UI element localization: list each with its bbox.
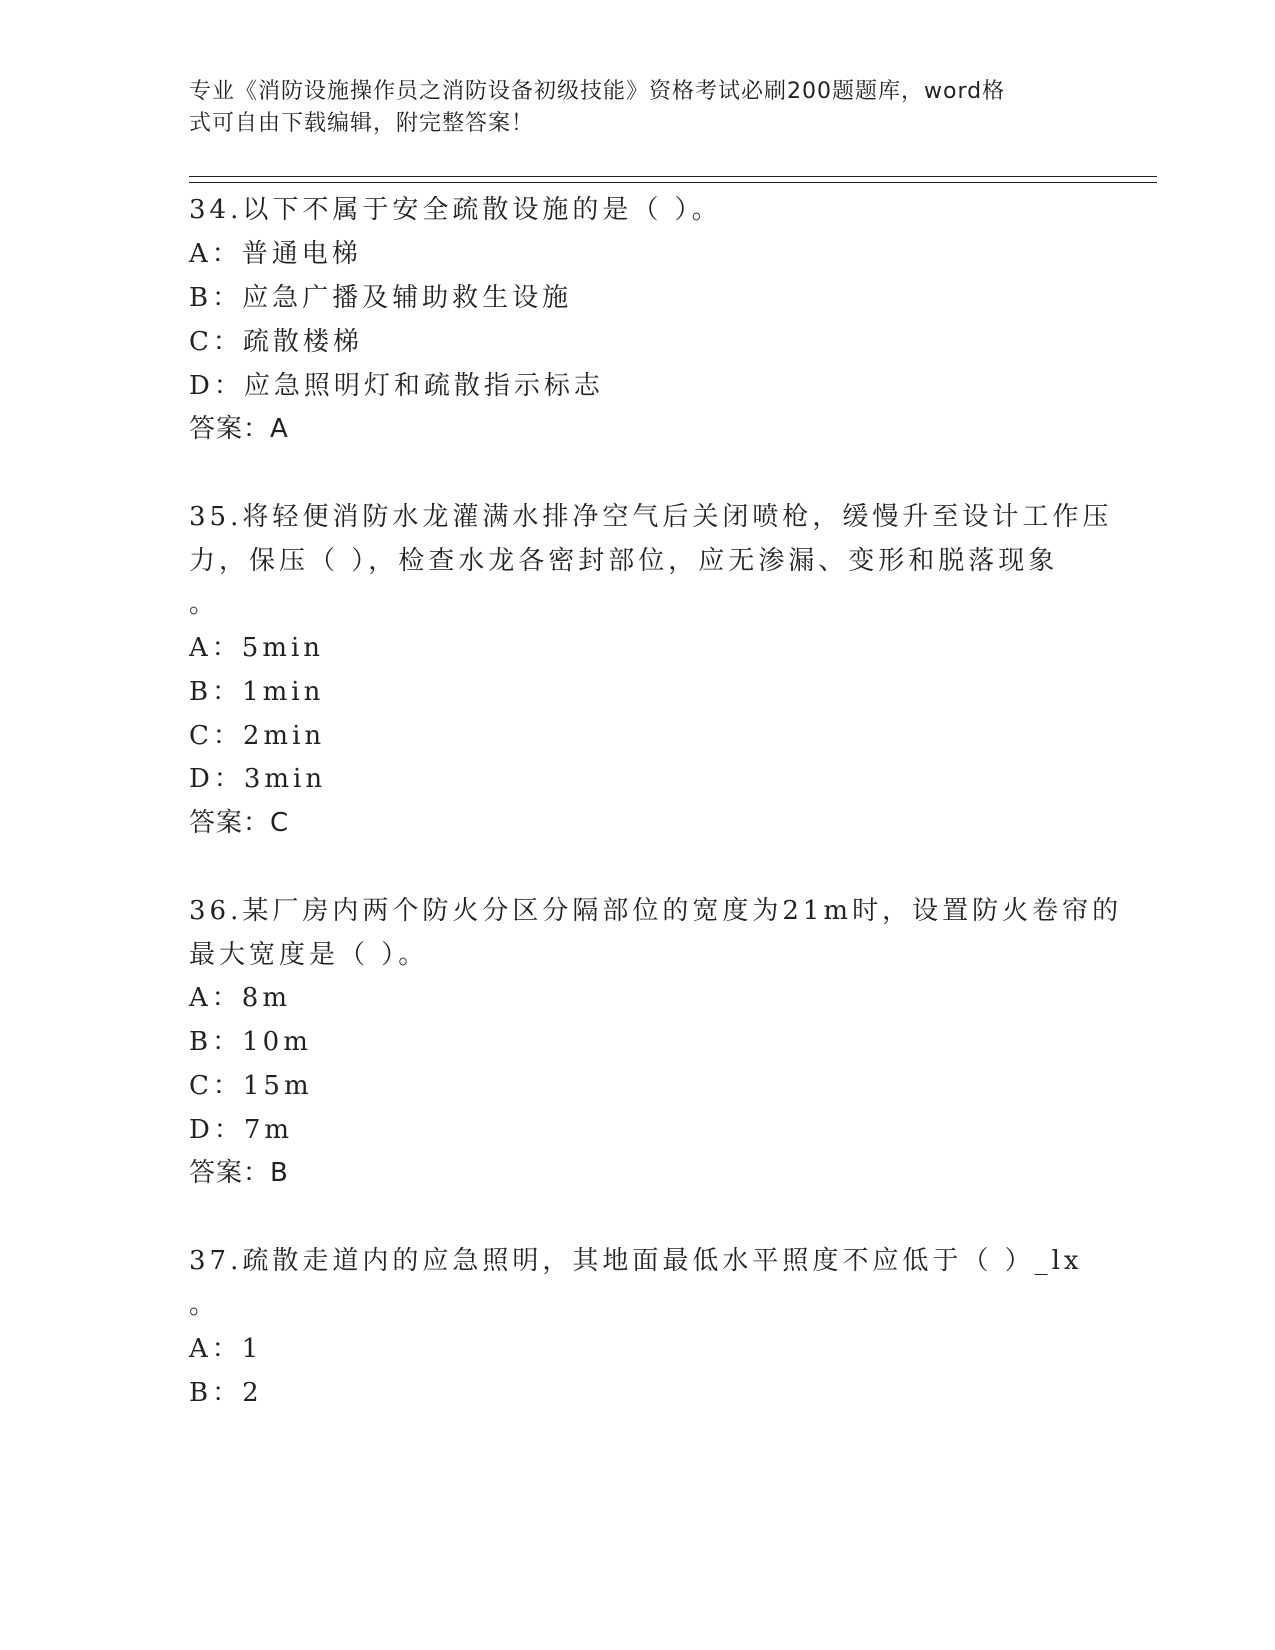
question-36-answer: 答案：B — [189, 1158, 289, 1188]
question-36-stem-line-2: 最大宽度是（ ）。 — [189, 940, 429, 970]
question-36-stem-line-1: 36.某厂房内两个防火分区分隔部位的宽度为21m时，设置防火卷帘的 — [189, 896, 1123, 926]
question-35-stem-line-1: 35.将轻便消防水龙灌满水排净空气后关闭喷枪，缓慢升至设计工作压 — [189, 502, 1113, 532]
question-34-stem: 34.以下不属于安全疏散设施的是（ ）。 — [189, 195, 722, 225]
question-34-answer: 答案：A — [189, 414, 289, 444]
question-35-answer: 答案：C — [189, 808, 290, 838]
question-36-option-a: A：8m — [189, 983, 291, 1013]
document-header — [189, 76, 1069, 140]
question-34-option-d: D：应急照明灯和疏散指示标志 — [189, 371, 604, 401]
header-divider-bottom — [189, 182, 1157, 183]
question-34-option-a: A：普通电梯 — [189, 239, 362, 269]
question-36-option-b: B：10m — [189, 1027, 312, 1057]
question-35-option-d: D：3min — [189, 764, 327, 794]
question-35-stem-line-2: 力，保压（ ），检查水龙各密封部位，应无渗漏、变形和脱落现象 — [189, 546, 1059, 576]
header-divider-top — [189, 176, 1157, 177]
header-line-2: 式可自由下载编辑，附完整答案！ — [189, 111, 535, 136]
question-37-stem-line-1: 37.疏散走道内的应急照明，其地面最低水平照度不应低于（ ）_lx — [189, 1246, 1083, 1276]
question-36-option-d: D：7m — [189, 1115, 294, 1145]
question-37-option-a: A：1 — [189, 1334, 263, 1364]
question-35-option-b: B：1min — [189, 677, 325, 707]
header-line-1: 专业《消防设施操作员之消防设备初级技能》资格考试必刷200题题库，word格 — [189, 79, 1006, 104]
question-37-option-b: B：2 — [189, 1378, 263, 1408]
question-36-option-c: C：15m — [189, 1071, 313, 1101]
question-37-stem-line-2: 。 — [189, 1290, 220, 1320]
question-34-option-b: B：应急广播及辅助救生设施 — [189, 283, 573, 313]
question-34-option-c: C：疏散楼梯 — [189, 327, 363, 357]
question-35-option-a: A：5min — [189, 633, 325, 663]
question-35-stem-line-3: 。 — [189, 589, 220, 619]
question-35-option-c: C：2min — [189, 721, 326, 751]
